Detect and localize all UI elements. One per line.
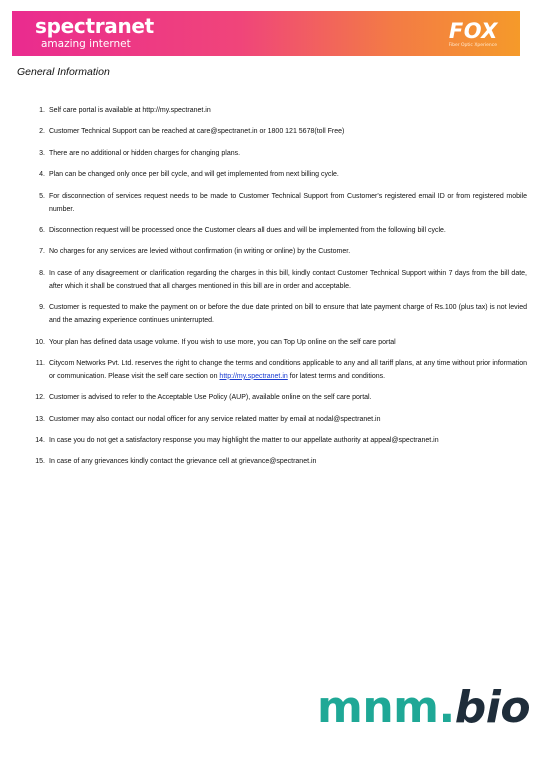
list-item [30,245,527,258]
list-item [30,267,527,293]
fox-logo: FOX [448,19,498,43]
list-item [30,190,527,216]
brand-tagline: amazing internet [41,38,131,50]
item-number: 13. [35,415,45,423]
brand-logo: spectranet [35,14,154,38]
item-text [45,357,527,383]
list-item [30,224,527,237]
watermark-logo [317,682,530,734]
item-text: For disconnection of services request needs to be made to Customer Technical Support from Customer's registered email ID or from registered mobile number. [49,192,527,213]
list-item [30,125,527,138]
item-text: In case you do not get a satisfactory response you may highlight the matter to our appellate authority at appeal@spectranet.in [49,437,439,445]
item-text-after-link: for latest terms and conditions. [287,372,386,380]
item-text: Customer may also contact our nodal officer for any service related matter by email at nodal@spectranet.in [49,415,381,423]
item-number: 1. [39,107,45,114]
list-item [30,357,527,383]
list-item [30,434,527,447]
item-text: Customer is advised to refer to the Acceptable Use Policy (AUP), available online on the self care portal. [49,394,372,402]
item-text: Disconnection request will be processed once the Customer clears all dues and will be implemented from the following bill cycle. [49,226,446,234]
item-number: 4. [39,171,45,179]
item-number: 6. [39,226,45,234]
item-number: 3. [39,149,45,157]
item-number: 15. [35,458,45,466]
item-text: Customer Technical Support can be reached at care@spectranet.in or 1800 121 5678(toll Free) [49,128,345,136]
item-text: No charges for any services are levied without confirmation (in writing or online) by the Customer. [49,248,351,256]
list-item [30,455,527,468]
item-text: Self care portal is available at http://my.spectranet.in [49,107,211,114]
item-number: 10. [35,338,45,346]
item-text-before-link: Citycom Networks Pvt. Ltd. reserves the right to change the terms and conditions applicable to any and all tariff plans, at any time without prior information or communication. Please visit the self care section on [49,359,527,380]
item-text: There are no additional or hidden charges for changing plans. [49,149,241,157]
info-list [30,104,527,477]
list-item [30,336,527,349]
item-text: Customer is requested to make the payment on or before the due date printed on bill to ensure that late payment charge of Rs.100 (plus tax) is not levied and the amazing experience continues uninterrupted. [49,304,527,325]
item-number: 14. [35,437,45,445]
item-number: 11. [35,359,45,367]
item-number: 7. [39,248,45,256]
item-number: 9. [39,304,45,312]
item-text: Your plan has defined data usage volume. If you wish to use more, you can Top Up online on the self care portal [49,338,396,346]
watermark-part1: mnm. [317,682,455,733]
list-item [30,413,527,426]
item-text: Plan can be changed only once per bill cycle, and will get implemented from next billing cycle. [49,171,339,179]
item-number: 5. [39,192,45,200]
section-title: General Information [17,66,110,78]
self-care-link[interactable]: http://my.spectranet.in [219,372,288,380]
list-item [30,147,527,160]
header-banner [12,11,520,56]
fox-subtitle: Fiber Optic Xperience [448,43,497,48]
list-item [30,104,527,117]
list-item [30,391,527,404]
list-item [30,301,527,327]
item-number: 2. [39,128,45,136]
item-number: 12. [35,394,45,402]
item-number: 8. [39,269,45,277]
list-item [30,168,527,181]
item-text: In case of any disagreement or clarification regarding the charges in this bill, kindly contact Customer Technical Support within 7 days from the bill date, after which it shall be construed that all charges mentioned in this bill are in order and acceptable. [49,269,527,290]
item-text: In case of any grievances kindly contact the grievance cell at grievance@spectranet.in [49,458,317,466]
watermark-part2: bio [454,682,531,733]
